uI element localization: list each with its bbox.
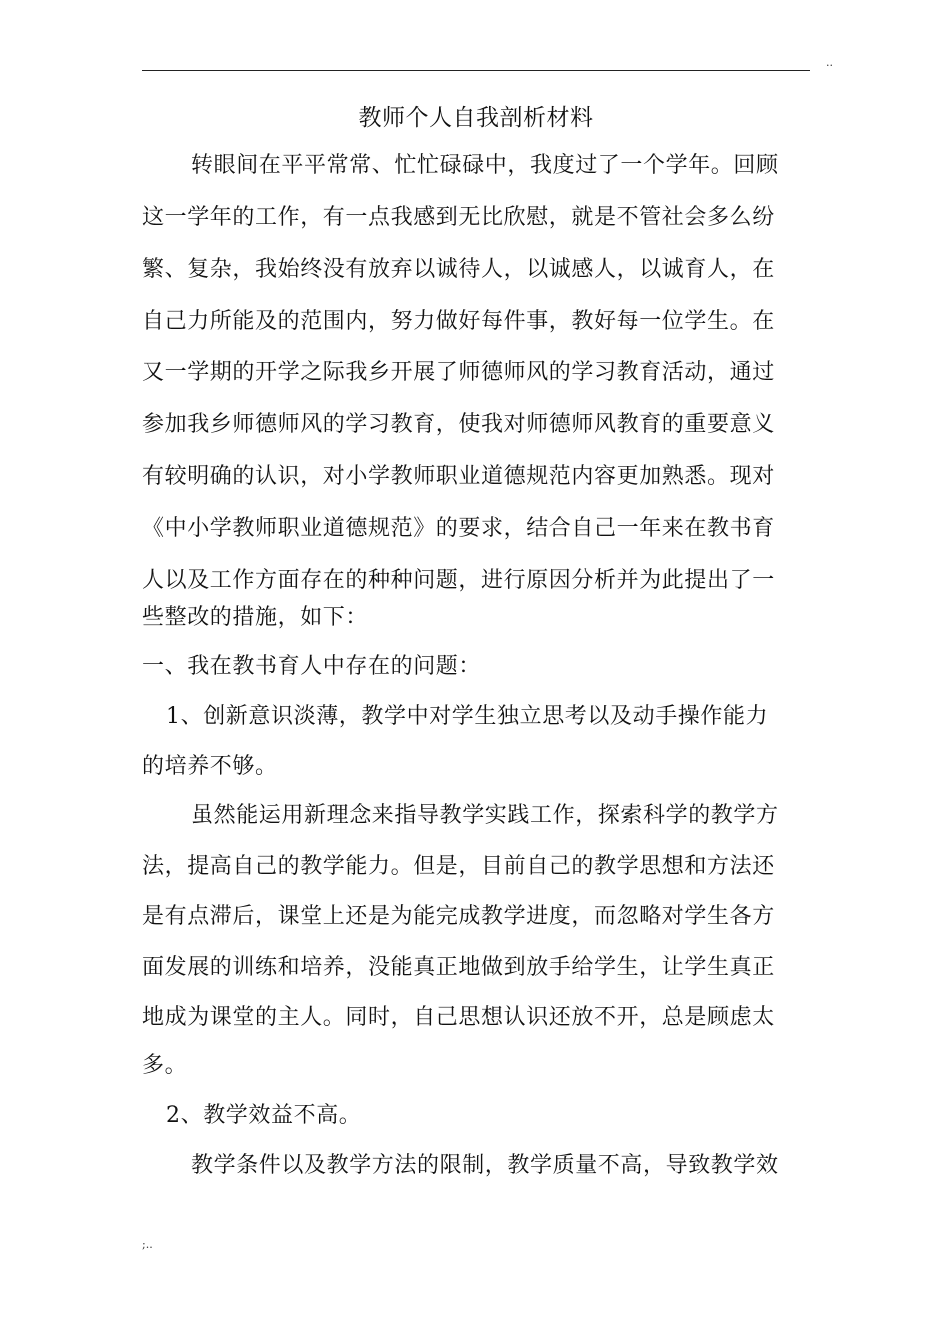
paragraph-line: 繁、复杂，我始终没有放弃以诚待人，以诚感人，以诚育人，在 [142,257,775,282]
paragraph-line: 面发展的训练和培养，没能真正地做到放手给学生，让学生真正 [142,955,775,980]
paragraph-line: 有较明确的认识，对小学教师职业道德规范内容更加熟悉。现对 [142,464,775,489]
paragraph-line: 又一学期的开学之际我乡开展了师德师风的学习教育活动，通过 [142,360,775,385]
paragraph-line: 法，提高自己的教学能力。但是，目前自己的教学思想和方法还 [142,854,775,879]
paragraph-line: 教学条件以及教学方法的限制，教学质量不高，导致教学效 [191,1153,779,1178]
paragraph-line: 人以及工作方面存在的种种问题，进行原因分析并为此提出了一 [142,568,775,593]
header-mark: .. [826,56,833,69]
item-heading: 2、教学效益不高。 [166,1103,362,1128]
paragraph-line: 《中小学教师职业道德规范》的要求，结合自己一年来在教书育 [142,516,775,541]
paragraph-line: 转眼间在平平常常、忙忙碌碌中，我度过了一个学年。回顾 [191,153,779,178]
section-heading: 一、我在教书育人中存在的问题： [142,654,482,679]
paragraph-line: 虽然能运用新理念来指导教学实践工作，探索科学的教学方 [191,803,779,828]
paragraph-line: 地成为课堂的主人。同时，自己思想认识还放不开，总是顾虑太 [142,1005,775,1030]
paragraph-line: 是有点滞后，课堂上还是为能完成教学进度，而忽略对学生各方 [142,904,775,929]
document-title: 教师个人自我剖析材料 [358,105,594,131]
paragraph-line: 这一学年的工作，有一点我感到无比欣慰，就是不管社会多么纷 [142,205,775,230]
paragraph-line: 参加我乡师德师风的学习教育，使我对师德师风教育的重要意义 [142,412,775,437]
footer-mark: ;.. [142,1238,153,1251]
paragraph-line: 些整改的措施，如下： [142,605,369,630]
paragraph-line: 自己力所能及的范围内，努力做好每件事，教好每一位学生。在 [142,309,775,334]
header-rule [142,70,810,71]
paragraph-line: 多。 [142,1053,188,1078]
item-heading: 1、创新意识淡薄，教学中对学生独立思考以及动手操作能力 [166,704,769,729]
paragraph-line: 的培养不够。 [142,754,278,779]
